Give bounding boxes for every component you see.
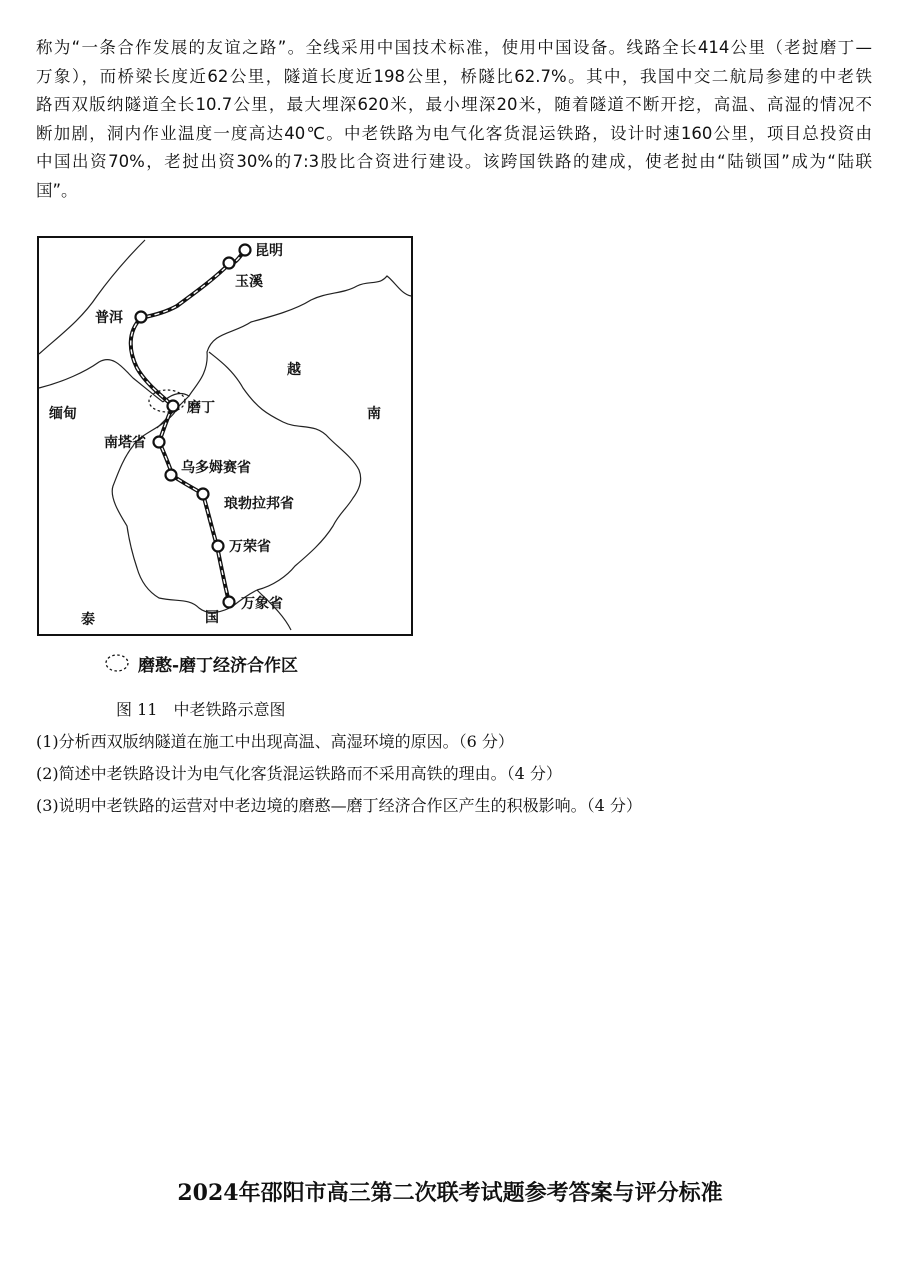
station-label: 玉溪 <box>235 274 263 290</box>
intro-line: 万象），而桥梁长度近62公里，隧道长度近198公里，桥隧比62.7%。其中，我国中交二航局参建的中老铁 <box>36 66 872 86</box>
country-label-thailand: 国 <box>205 610 219 626</box>
intro-line: 断加剧，洞内作业温度一度高达40℃。中老铁路为电气化客货混运铁路，设计时速160公里，项目总投资由 <box>36 123 872 143</box>
station-label: 乌多姆赛省 <box>181 460 251 476</box>
station-label: 琅勃拉邦省 <box>224 496 294 512</box>
question-1: (1)分析西双版纳隧道在施工中出现高温、高湿环境的原因。（6 分） <box>36 732 514 751</box>
answer-key-title: 2024年邵阳市高三第二次联考试题参考答案与评分标准 <box>177 1180 723 1206</box>
legend-label: 磨憨-磨丁经济合作区 <box>138 655 299 676</box>
station-label: 万象省 <box>241 596 283 612</box>
intro-line: 中国出资70%，老挝出资30%的7:3股比合资进行建设。该跨国铁路的建成，使老挝由“陆锁国”成为“陆联 <box>36 152 872 172</box>
station-marker <box>168 401 179 412</box>
country-label-thailand: 泰 <box>81 612 95 628</box>
station-marker <box>154 437 165 448</box>
intro-line: 路西双版纳隧道全长10.7公里，最大埋深620米，最小埋深20米，随着隧道不断开挖，高温、高湿的情况不 <box>36 95 872 115</box>
dashed-circle-icon <box>104 653 130 673</box>
station-marker <box>213 541 224 552</box>
country-label-vietnam: 越 <box>287 362 301 378</box>
station-label: 昆明 <box>255 243 283 259</box>
country-label-myanmar: 缅甸 <box>49 406 77 422</box>
station-label: 南塔省 <box>104 435 146 451</box>
station-marker <box>224 258 235 269</box>
intro-line: 国”。 <box>36 180 78 200</box>
station-marker <box>198 489 209 500</box>
station-marker <box>136 312 147 323</box>
station-label: 普洱 <box>95 310 123 326</box>
figure-caption: 图 11 中老铁路示意图 <box>116 700 286 719</box>
intro-line: 称为“一条合作发展的友谊之路”。全线采用中国技术标准，使用中国设备。线路全长414公里（老挝磨丁— <box>36 38 872 57</box>
question-3: (3)说明中老铁路的运营对中老边境的磨憨—磨丁经济合作区产生的积极影响。（4 分） <box>36 796 642 815</box>
station-marker <box>166 470 177 481</box>
country-label-vietnam: 南 <box>367 406 381 422</box>
station-marker <box>224 597 235 608</box>
station-label: 磨丁 <box>187 400 215 416</box>
station-marker <box>240 245 251 256</box>
intro-paragraph <box>36 34 872 206</box>
question-2: (2)简述中老铁路设计为电气化客货混运铁路而不采用高铁的理由。（4 分） <box>36 764 562 783</box>
map-legend <box>104 650 298 676</box>
station-label: 万荣省 <box>229 539 271 555</box>
railway-map <box>37 236 413 636</box>
